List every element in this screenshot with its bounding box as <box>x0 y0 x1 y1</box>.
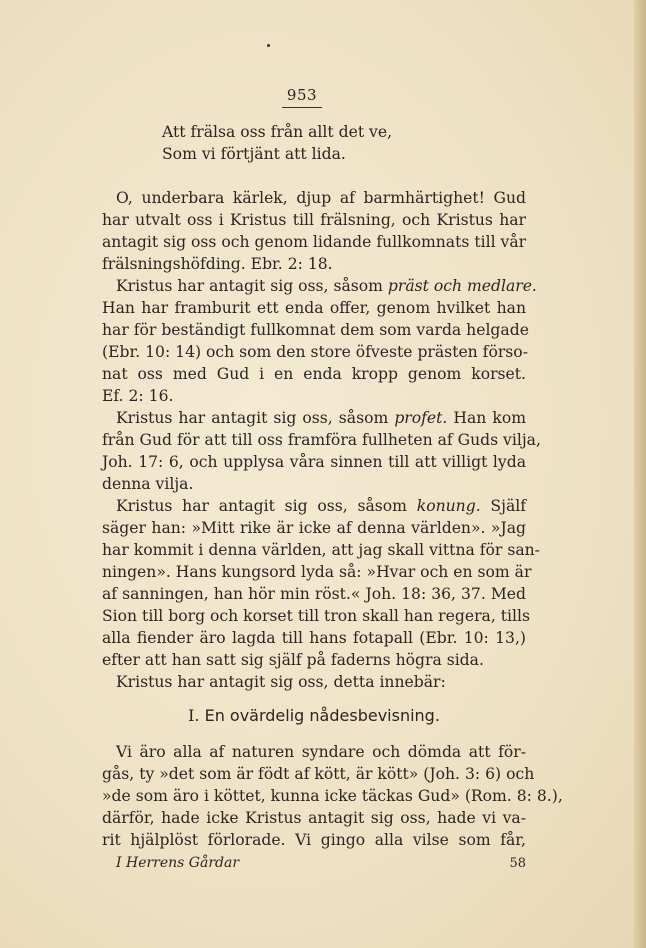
emphasis-role: profet. <box>394 409 448 427</box>
text-line: därför, hade icke Kristus antagit sig oss, hade vi va- <box>102 809 526 827</box>
page-edge <box>634 0 646 948</box>
verse-line: Som vi förtjänt att lida. <box>162 145 346 163</box>
text-line: från Gud för att till oss framföra fullheten af Guds vilja, <box>102 431 541 449</box>
text-line: (Ebr. 10: 14) och som den store öfveste prästen förso- <box>102 343 528 361</box>
text-line: Joh. 17: 6, och upplysa våra sinnen till att villigt lyda <box>102 453 526 471</box>
page-number-rule <box>282 107 322 108</box>
text-line: rit hjälplöst förlorade. Vi gingo alla vilse som får, <box>102 831 526 849</box>
verse-line: Att frälsa oss från allt det ve, <box>162 123 393 141</box>
text-line: »de som äro i köttet, kunna icke täckas Gud» (Rom. 8: 8.), <box>102 787 563 805</box>
text-line: Han har framburit ett enda offer, genom hvilket han <box>102 299 526 317</box>
text-line: Sion till borg och korset till tron skall han regera, tills <box>102 607 530 625</box>
text-line: har kommit i denna världen, att jag skall vittna för san- <box>102 541 540 559</box>
text-line: denna vilja. <box>102 475 194 493</box>
text-line <box>116 407 526 429</box>
text-line: Kristus har antagit sig oss, detta innebär: <box>116 673 446 691</box>
text-line: Ef. 2: 16. <box>102 387 174 405</box>
text-run: Själf <box>480 497 526 515</box>
text-line: säger han: »Mitt rike är icke af denna världen». »Jag <box>102 519 526 537</box>
text-line: ningen». Hans kungsord lyda så: »Hvar och en som är <box>102 563 532 581</box>
sheet-number: 58 <box>509 856 526 871</box>
page-number: 953 <box>286 86 318 104</box>
text-line: antagit sig oss och genom lidande fullkomnats till vår <box>102 233 527 251</box>
text-line: frälsningshöfding. Ebr. 2: 18. <box>102 255 333 273</box>
section-number: I. <box>188 706 200 725</box>
text-line: Vi äro alla af naturen syndare och dömda att för- <box>116 743 526 761</box>
ink-speck <box>267 44 270 47</box>
text-line: gås, ty »det som är födt af kött, är kött» (Joh. 3: 6) och <box>102 765 535 783</box>
text-line: O, underbara kärlek, djup af barmhärtighet! Gud <box>116 189 526 207</box>
section-heading <box>102 705 526 727</box>
text-line: alla fiender äro lagda till hans fotapall (Ebr. 10: 13,) <box>102 629 526 647</box>
text-line: har utvalt oss i Kristus till frälsning, och Kristus har <box>102 211 526 229</box>
text-run: Kristus har antagit sig oss, såsom <box>116 409 395 427</box>
text-line: af sanningen, han hör min röst.« Joh. 18: 36, 37. Med <box>102 585 526 603</box>
text-run: Han kom <box>447 409 526 427</box>
text-run: Kristus har antagit sig oss, såsom <box>116 277 388 295</box>
text-line: nat oss med Gud i en enda kropp genom korset. <box>102 365 526 383</box>
text-line: har för beständigt fullkomnat dem som varda helgade <box>102 321 529 339</box>
text-line <box>116 275 537 297</box>
text-line: efter att han satt sig själf på faderns högra sida. <box>102 651 484 669</box>
text-run: Kristus har antagit sig oss, såsom <box>116 497 417 515</box>
emphasis-role: präst och medlare. <box>387 277 537 295</box>
signature-mark: I Herrens Gårdar <box>116 855 240 871</box>
text-line <box>116 495 526 517</box>
emphasis-role: konung. <box>416 497 481 515</box>
section-title: En ovärdelig nådesbevisning. <box>204 706 440 725</box>
